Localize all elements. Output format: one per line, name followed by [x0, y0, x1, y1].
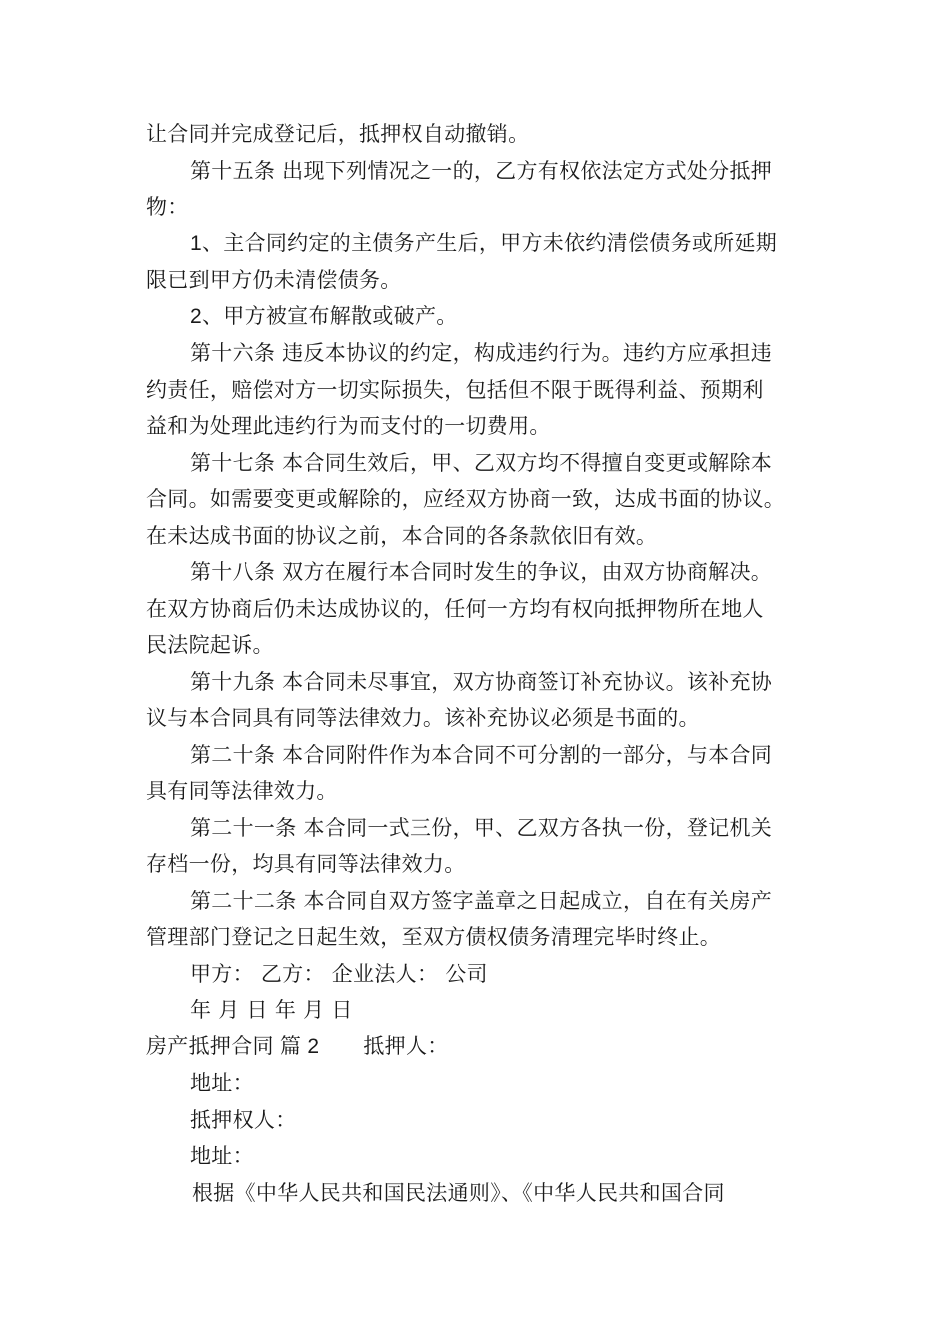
clause-20: 第二十条 本合同附件作为本合同不可分割的一部分，与本合同: [190, 742, 773, 767]
address-field-2: 地址：: [190, 1144, 254, 1168]
signature-dates: 年 月 日 年 月 日: [190, 998, 353, 1022]
text-line: 存档一份，均具有同等法律效力。: [146, 852, 466, 876]
clause-19: 第十九条 本合同未尽事宜，双方协商签订补充协议。该补充协: [190, 669, 773, 694]
clause-16: 第十六条 违反本协议的约定，构成违约行为。违约方应承担违: [190, 341, 773, 365]
text-line: 具有同等法律效力。: [146, 779, 338, 803]
text-line: 益和为处理此违约行为而支付的一切费用。: [146, 414, 551, 438]
text-line: 让合同并完成登记后，抵押权自动撤销。: [146, 122, 530, 146]
text-line: 民法院起诉。: [146, 633, 274, 657]
section-heading: [146, 1029, 826, 1066]
mortgagee-field: 抵押权人：: [190, 1107, 297, 1132]
signature-parties: 甲方： 乙方： 企业法人： 公司: [190, 961, 488, 986]
clause-21: 第二十一条 本合同一式三份，甲、乙双方各执一份，登记机关: [190, 815, 773, 840]
text-line: 议与本合同具有同等法律效力。该补充协议必须是书面的。: [146, 706, 700, 730]
mortgagor-label: 抵押人：: [363, 1034, 449, 1058]
text-line: 在未达成书面的协议之前，本合同的各条款依旧有效。: [146, 523, 658, 548]
list-item-2: 2、甲方被宣布解散或破产。: [190, 304, 458, 328]
contract-title: 房产抵押合同 篇 2: [146, 1034, 320, 1058]
text-line: 限已到甲方仍未清偿债务。: [146, 268, 402, 292]
list-item-1: 1、主合同约定的主债务产生后，甲方未依约清偿债务或所延期: [190, 231, 778, 255]
clause-17: 第十七条 本合同生效后，甲、乙双方均不得擅自变更或解除本: [190, 450, 773, 475]
text-line: 物：: [146, 195, 189, 219]
text-line: 合同。如需要变更或解除的，应经双方协商一致，达成书面的协议。: [146, 487, 785, 511]
text-line: 管理部门登记之日起生效，至双方债权债务清理完毕时终止。: [146, 925, 722, 949]
text-line: 约责任，赔偿对方一切实际损失，包括但不限于既得利益、预期利: [146, 377, 764, 402]
clause-18: 第十八条 双方在履行本合同时发生的争议，由双方协商解决。: [190, 560, 773, 584]
legal-basis-line: 根据《中华人民共和国民法通则》、《中华人民共和国合同: [192, 1180, 725, 1205]
text-line: 在双方协商后仍未达成协议的，任何一方均有权向抵押物所在地人: [146, 596, 764, 621]
clause-22: 第二十二条 本合同自双方签字盖章之日起成立，自在有关房产: [190, 888, 773, 913]
clause-15: 第十五条 出现下列情况之一的，乙方有权依法定方式处分抵押: [190, 158, 773, 183]
address-field-1: 地址：: [190, 1071, 254, 1095]
document-body: [146, 116, 826, 1211]
